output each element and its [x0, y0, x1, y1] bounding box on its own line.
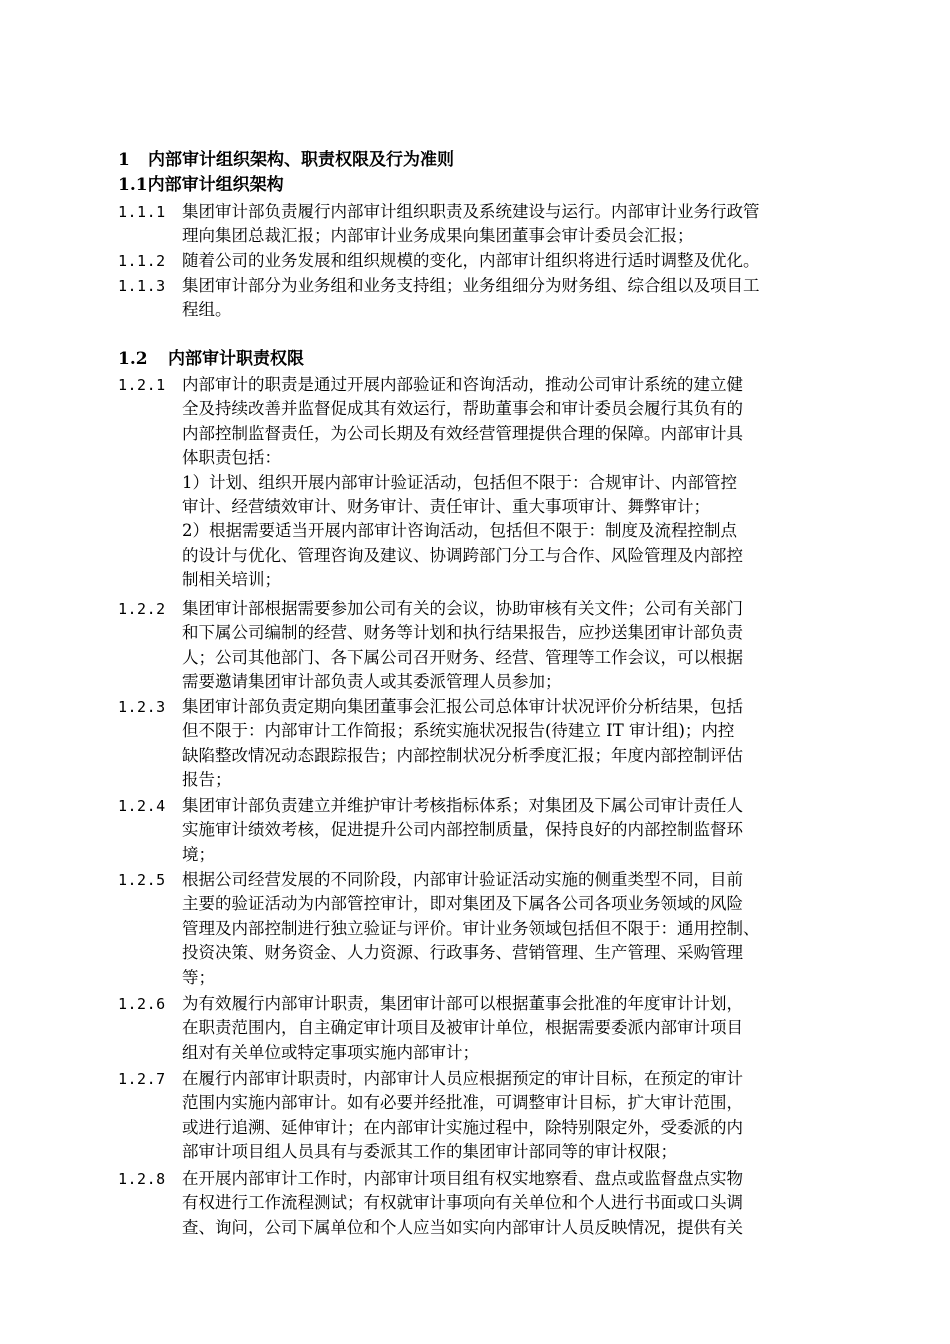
- clause-text: [182, 274, 872, 323]
- clause-line: 1）计划、组织开展内部审计验证活动，包括但不限于：合规审计、内部管控: [182, 472, 737, 492]
- clause-line: 集团审计部负责建立并维护审计考核指标体系；对集团及下属公司审计责任人: [182, 796, 743, 815]
- clause-text: [182, 695, 872, 793]
- section-1-heading: [118, 148, 454, 172]
- clause-line: 制相关培训；: [182, 570, 281, 590]
- clause-text: [182, 1167, 872, 1240]
- clause-line: 和下属公司编制的经营、财务等计划和执行结果报告，应抄送集团审计部负责: [182, 623, 743, 643]
- clause-number: 1.1.3: [118, 277, 166, 295]
- clause-line: 体职责包括：: [182, 448, 281, 468]
- clause-number: 1.2.3: [118, 698, 166, 716]
- clause-line: 实施审计绩效考核，促进提升公司内部控制质量，保持良好的内部控制监督环: [182, 820, 743, 840]
- clause-number: 1.1.2: [118, 252, 166, 270]
- clause-line: 部审计项目组人员具有与委派其工作的集团审计部同等的审计权限；: [182, 1142, 677, 1162]
- clause-line: 投资决策、财务资金、人力资源、行政事务、营销管理、生产管理、采购管理: [182, 943, 743, 963]
- clause-line: 集团审计部负责定期向集团董事会汇报公司总体审计状况评价分析结果，包括: [182, 697, 743, 716]
- clause-line: 随着公司的业务发展和组织规模的变化，内部审计组织将进行适时调整及优化。: [182, 251, 760, 270]
- clause-number: 1.1.1: [118, 203, 166, 221]
- clause-line: 缺陷整改情况动态跟踪报告；内部控制状况分析季度汇报；年度内部控制评估: [182, 745, 743, 765]
- clause-line: 主要的验证活动为内部管控审计，即对集团及下属各公司各项业务领域的风险: [182, 894, 743, 914]
- clause-line: 有权进行工作流程测试；有权就审计事项向有关单位和个人进行书面或口头调: [182, 1193, 743, 1213]
- section-title: 内部审计职责权限: [168, 349, 304, 369]
- clause-line: 集团审计部负责履行内部审计组织职责及系统建设与运行。内部审计业务行政管: [182, 202, 760, 221]
- clause-number: 1.2.7: [118, 1070, 166, 1088]
- clause-line: 报告；: [182, 770, 232, 790]
- clause-line: 管理及内部控制进行独立验证与评价。审计业务领域包括但不限于：通用控制、: [182, 918, 760, 938]
- clause-line: 内部审计的职责是通过开展内部验证和咨询活动，推动公司审计系统的建立健: [182, 375, 743, 394]
- clause-line: 为有效履行内部审计职责，集团审计部可以根据董事会批准的年度审计计划，: [182, 994, 743, 1013]
- section-number: 1.2: [118, 349, 148, 369]
- clause-line: 但不限于：内部审计工作简报；系统实施状况报告(待建立 IT 审计组)；内控: [182, 721, 735, 741]
- section-number: 1.1: [118, 175, 148, 195]
- clause-text: [182, 249, 872, 273]
- section-1-2-heading: [118, 347, 304, 371]
- clause-line: 集团审计部根据需要参加公司有关的会议，协助审核有关文件；公司有关部门: [182, 599, 743, 618]
- clause-text: [182, 992, 872, 1065]
- clause-line: 在开展内部审计工作时，内部审计项目组有权实地察看、盘点或监督盘点实物: [182, 1169, 743, 1188]
- clause-line: 审计、经营绩效审计、财务审计、责任审计、重大事项审计、舞弊审计；: [182, 496, 710, 516]
- clause-line: 范围内实施内部审计。如有必要并经批准，可调整审计目标，扩大审计范围，: [182, 1093, 743, 1113]
- clause-line: 2）根据需要适当开展内部审计咨询活动，包括但不限于：制度及流程控制点: [182, 521, 737, 541]
- clause-text: [182, 794, 872, 867]
- clause-number: 1.2.4: [118, 797, 166, 815]
- clause-line: 人；公司其他部门、各下属公司召开财务、经营、管理等工作会议，可以根据: [182, 647, 743, 667]
- clause-line: 境；: [182, 844, 215, 864]
- section-number: 1: [118, 150, 130, 170]
- clause-number: 1.2.8: [118, 1170, 166, 1188]
- clause-line: 全及持续改善并监督促成其有效运行，帮助董事会和审计委员会履行其负有的: [182, 399, 743, 419]
- clause-line: 等；: [182, 967, 215, 987]
- clause-line: 在职责范围内，自主确定审计项目及被审计单位，根据需要委派内部审计项目: [182, 1018, 743, 1038]
- clause-number: 1.2.6: [118, 995, 166, 1013]
- clause-number: 1.2.2: [118, 600, 166, 618]
- clause-text: [182, 868, 872, 990]
- clause-line: 的设计与优化、管理咨询及建议、协调跨部门分工与合作、风险管理及内部控: [182, 545, 743, 565]
- clause-line: 在履行内部审计职责时，内部审计人员应根据预定的审计目标，在预定的审计: [182, 1069, 743, 1088]
- clause-number: 1.2.5: [118, 871, 166, 889]
- clause-line: 集团审计部分为业务组和业务支持组；业务组细分为财务组、综合组以及项目工: [182, 276, 760, 295]
- clause-line: 组对有关单位或特定事项实施内部审计；: [182, 1042, 479, 1062]
- section-1-1-heading: [118, 173, 284, 197]
- clause-number: 1.2.1: [118, 376, 166, 394]
- section-title: 内部审计组织架构、职责权限及行为准则: [148, 150, 454, 170]
- clause-line: 查、询问，公司下属单位和个人应当如实向内部审计人员反映情况，提供有关: [182, 1217, 743, 1237]
- clause-line: 或进行追溯、延伸审计；在内部审计实施过程中，除特别限定外，受委派的内: [182, 1117, 743, 1137]
- clause-line: 程组。: [182, 300, 232, 320]
- clause-text: [182, 373, 872, 593]
- clause-text: [182, 1067, 872, 1165]
- clause-text: [182, 200, 872, 249]
- clause-line: 理向集团总裁汇报；内部审计业务成果向集团董事会审计委员会汇报；: [182, 226, 694, 246]
- clause-line: 需要邀请集团审计部负责人或其委派管理人员参加；: [182, 672, 562, 692]
- section-title: 内部审计组织架构: [147, 175, 284, 195]
- clause-line: 根据公司经营发展的不同阶段，内部审计验证活动实施的侧重类型不同，目前: [182, 870, 743, 889]
- clause-text: [182, 597, 872, 695]
- clause-line: 内部控制监督责任，为公司长期及有效经营管理提供合理的保障。内部审计具: [182, 423, 743, 443]
